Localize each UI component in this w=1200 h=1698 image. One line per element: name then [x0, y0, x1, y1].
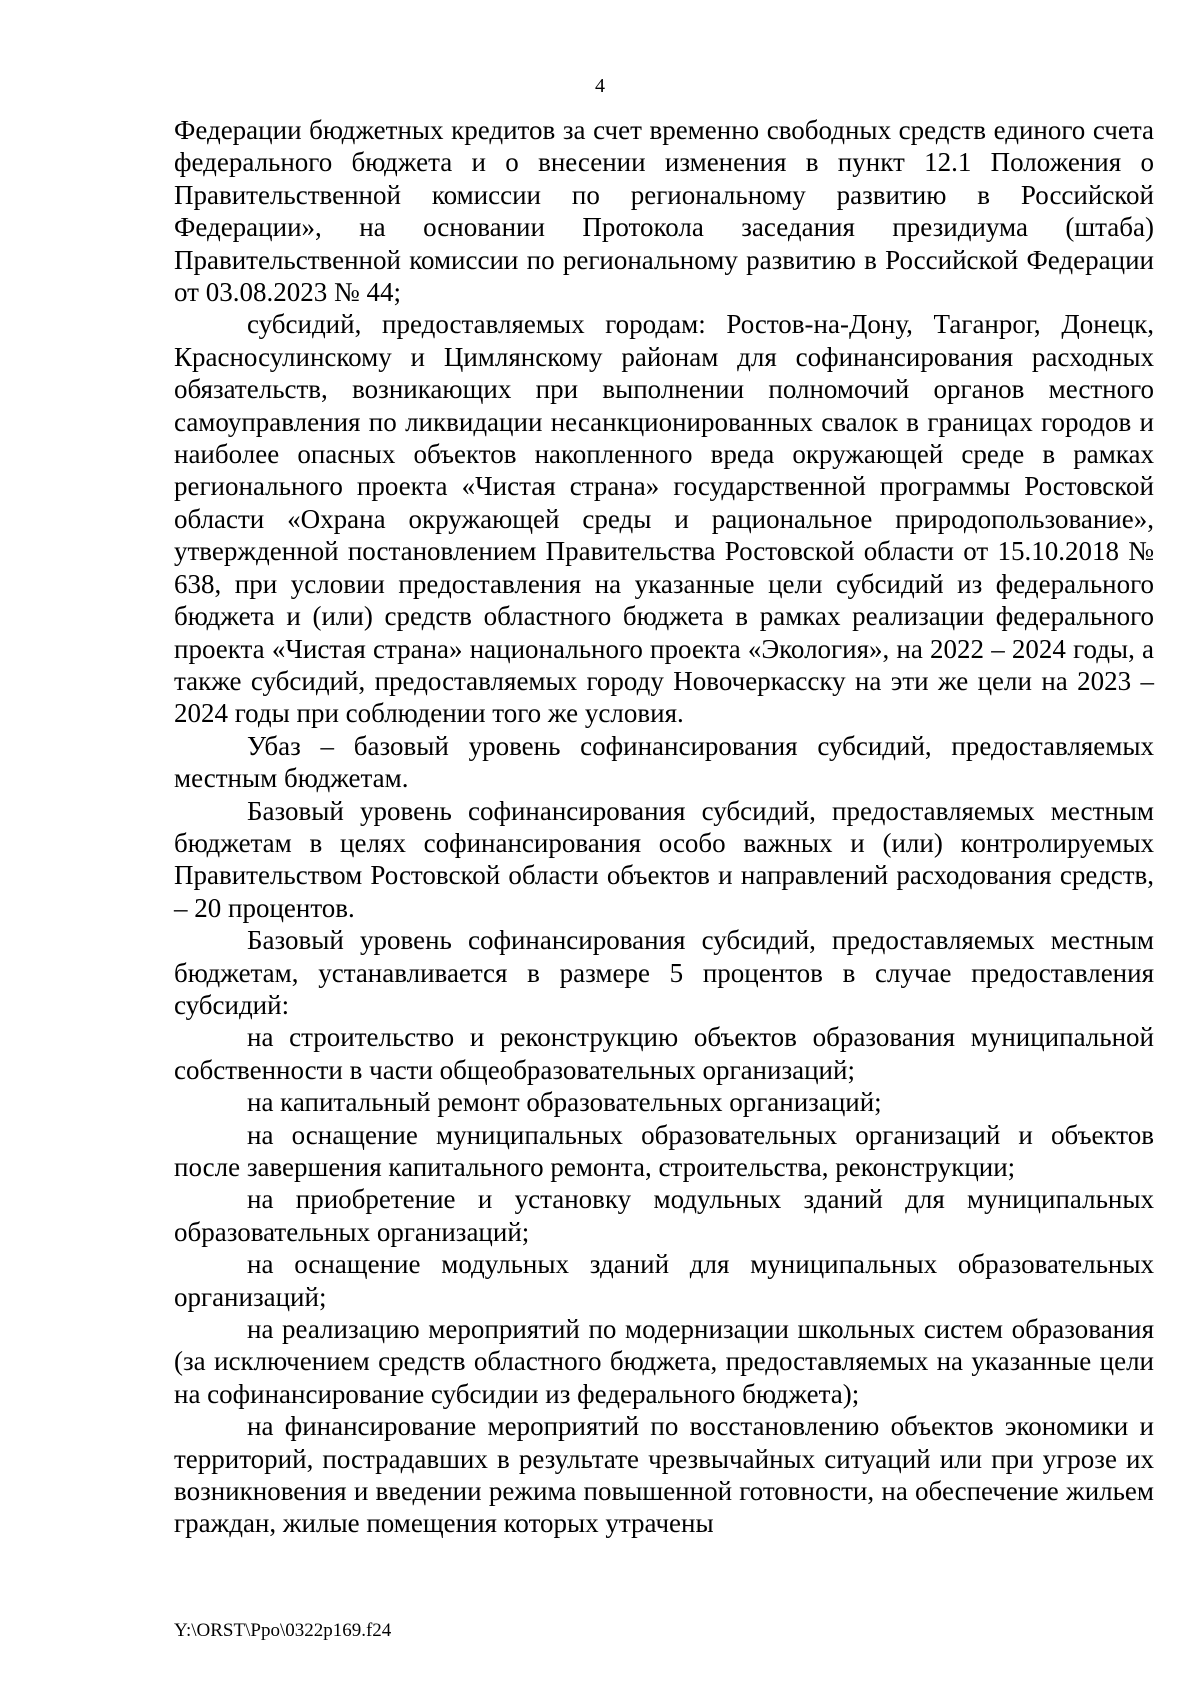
- paragraph: Федерации бюджетных кредитов за счет временно свободных средств единого счета федерального бюджета и о внесении изменения в пункт 12.1 Положения о Правительственной комиссии по региональному развитию в Российской Федерации», на основании Протокола заседания президиума (штаба) Правительственной комиссии по региональному развитию в Российской Федерации от 03.08.2023 № 44;: [174, 115, 1154, 308]
- list-item: на реализацию мероприятий по модернизации школьных систем образования (за исключением средств областного бюджета, предоставляемых на указанные цели на софинансирование субсидии из федерального бюджета);: [174, 1314, 1154, 1409]
- list-item: на финансирование мероприятий по восстановлению объектов экономики и территорий, пострадавших в результате чрезвычайных ситуаций или при угрозе их возникновения и введении режима повышенной готовности, на обеспечение жильем граждан, жилые помещения которых утрачены: [174, 1411, 1154, 1539]
- list-item: на приобретение и установку модульных зданий для муниципальных образовательных организаций;: [174, 1184, 1154, 1247]
- document-body: [174, 114, 1154, 1540]
- paragraph: субсидий, предоставляемых городам: Ростов-на-Дону, Таганрог, Донецк, Красносулинскому и Цимлянскому районам для софинансирования расходных обязательств, возникающих при выполнении полномочий органов местного самоуправления по ликвидации несанкционированных свалок в границах городов и наиболее опасных объектов накопленного вреда окружающей среде в рамках регионального проекта «Чистая страна» государственной программы Ростовской области «Охрана окружающей среды и рациональное природопользование», утвержденной постановлением Правительства Ростовской области от 15.10.2018 № 638, при условии предоставления на указанные цели субсидий из федерального бюджета и (или) средств областного бюджета в рамках реализации федерального проекта «Чистая страна» национального проекта «Экология», на 2022 – 2024 годы, а также субсидий, предоставляемых городу Новочеркасску на эти же цели на 2023 – 2024 годы при соблюдении того же условия.: [174, 309, 1154, 729]
- paragraph: Убаз – базовый уровень софинансирования субсидий, предоставляемых местным бюджетам.: [174, 730, 1154, 794]
- file-path-footer: Y:\ORST\Ppo\0322p169.f24: [174, 1620, 392, 1641]
- list-item: на оснащение муниципальных образовательных организаций и объектов после завершения капитального ремонта, строительства, реконструкции;: [174, 1119, 1154, 1182]
- list-item: на капитальный ремонт образовательных организаций;: [247, 1087, 882, 1118]
- list-item: на оснащение модульных зданий для муниципальных образовательных организаций;: [174, 1249, 1154, 1312]
- paragraph: Базовый уровень софинансирования субсидий, предоставляемых местным бюджетам, устанавливается в размере 5 процентов в случае предоставления субсидий:: [174, 925, 1154, 1020]
- paragraph: Базовый уровень софинансирования субсидий, предоставляемых местным бюджетам в целях софинансирования особо важных и (или) контролируемых Правительством Ростовской области объектов и направлений расходования средств, – 20 процентов.: [174, 795, 1154, 923]
- page-number: 4: [595, 75, 605, 97]
- list-item: на строительство и реконструкцию объектов образования муниципальной собственности в части общеобразовательных организаций;: [174, 1022, 1154, 1085]
